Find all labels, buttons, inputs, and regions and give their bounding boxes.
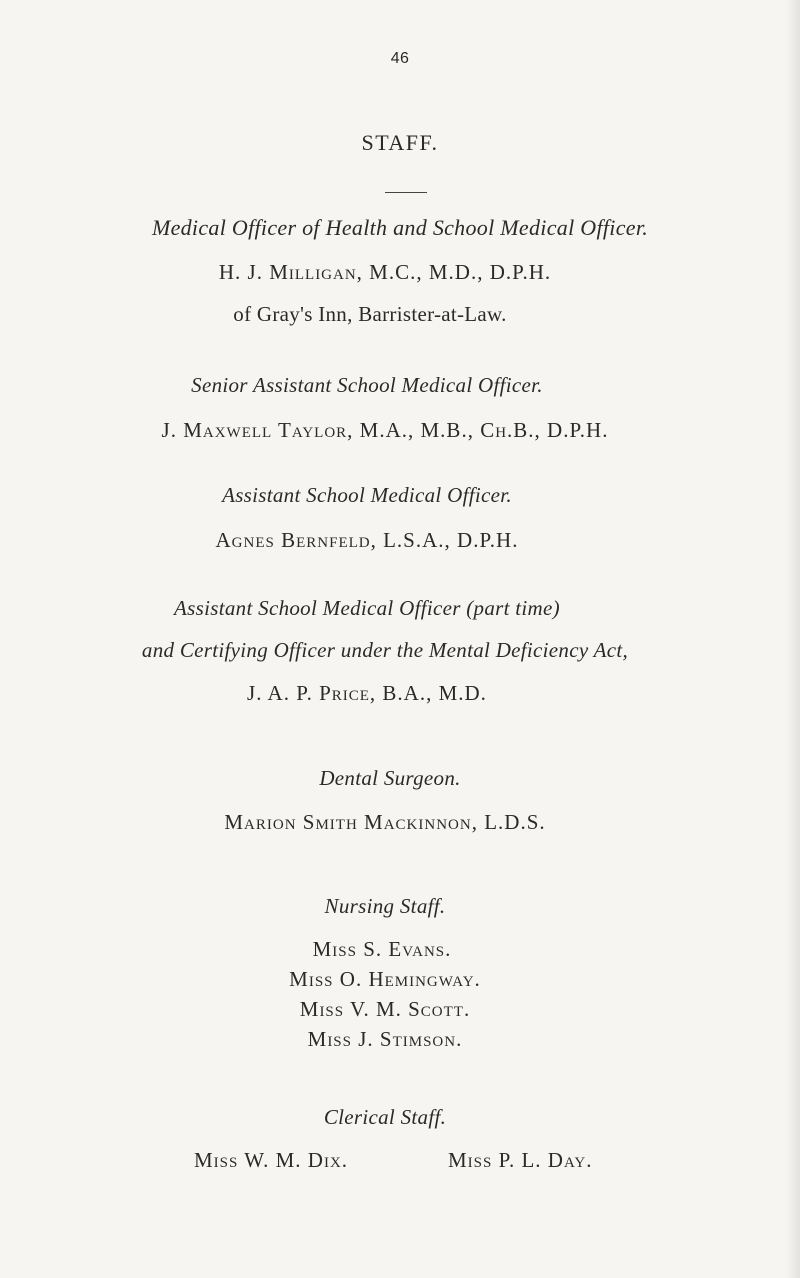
section-heading-dental-surgeon: Dental Surgeon.	[319, 766, 461, 790]
section-heading-assistant-part-time: Assistant School Medical Officer (part time)	[174, 596, 560, 620]
section-heading-senior-assistant: Senior Assistant School Medical Officer.	[191, 373, 543, 397]
staff-name-mackinnon: Marion Smith Mackinnon, L.D.S.	[224, 810, 546, 834]
section-heading-medical-officer: Medical Officer of Health and School Medical Officer.	[151, 215, 649, 240]
page-number: 46	[390, 50, 410, 67]
title-divider	[385, 192, 427, 193]
staff-name-day: Miss P. L. Day.	[448, 1148, 593, 1172]
staff-name-milligan: H. J. Milligan, M.C., M.D., D.P.H.	[218, 260, 552, 284]
staff-name-bernfeld: Agnes Bernfeld, L.S.A., D.P.H.	[215, 528, 519, 552]
page-edge-shadow	[786, 0, 800, 1278]
clerical-staff-names	[0, 1148, 800, 1178]
staff-name-stimson: Miss J. Stimson.	[307, 1027, 463, 1051]
staff-name-hemingway: Miss O. Hemingway.	[289, 967, 481, 991]
staff-name-evans: Miss S. Evans.	[312, 937, 452, 961]
staff-note-milligan: of Gray's Inn, Barrister-at-Law.	[233, 302, 507, 326]
section-heading-clerical-staff: Clerical Staff.	[323, 1105, 447, 1129]
page-title: STAFF.	[361, 130, 439, 155]
staff-name-price: J. A. P. Price, B.A., M.D.	[247, 681, 487, 705]
section-heading-certifying-officer: and Certifying Officer under the Mental Deficiency Act,	[141, 638, 629, 662]
staff-name-taylor: J. Maxwell Taylor, M.A., M.B., Ch.B., D.P.H.	[161, 418, 609, 442]
staff-name-scott: Miss V. M. Scott.	[299, 997, 471, 1021]
staff-name-dix: Miss W. M. Dix.	[194, 1148, 349, 1172]
section-heading-nursing-staff: Nursing Staff.	[324, 894, 446, 918]
section-heading-assistant: Assistant School Medical Officer.	[222, 483, 512, 507]
